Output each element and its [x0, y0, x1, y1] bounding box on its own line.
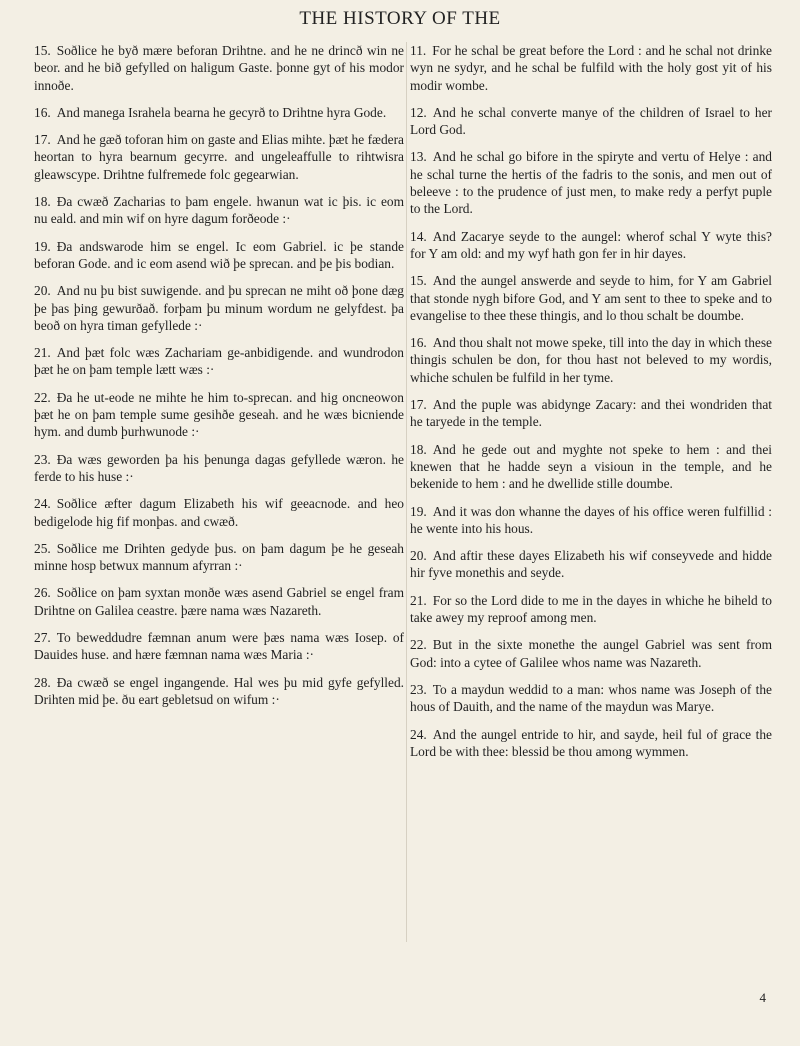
- verse-number: 23.: [34, 451, 51, 467]
- verse-text: For so the Lord dide to me in the dayes in whiche he biheld to take awey my reproof among men.: [410, 592, 772, 626]
- verse-number: 14.: [410, 228, 427, 244]
- verse-text: Ða he ut-eode ne mihte he him to-sprecan. and hig oncneowon þæt he on þam temple sume gesihðe geseah. and he wæs bicniende hym. and dumb þurhwunode :·: [34, 389, 404, 440]
- verse-number: 21.: [410, 592, 427, 608]
- verse-number: 19.: [410, 503, 427, 519]
- verse-text: And he gæð toforan him on gaste and Elias mihte. þæt he fædera heortan to hyra bearnum gecyrre. and ungeleaffulle to rihtwisra gleawscype. Drihtne fulfremede folc gegearwian.: [34, 132, 404, 182]
- column-divider: [406, 42, 407, 942]
- verse-text: But in the sixte monethe the aungel Gabriel was sent from God: into a cytee of Galilee whos name was Nazareth.: [410, 637, 772, 670]
- verse-text: And he schal converte manye of the children of Israel to her Lord God.: [410, 104, 772, 138]
- verse-number: 15.: [34, 43, 51, 58]
- verse: [34, 282, 404, 334]
- verse: [34, 674, 404, 709]
- verse-text: And thou shalt not mowe speke, till into the day in which these thingis schulen be don, for thou hast not beleved to my wordis, whiche schulen be fulfild in her tyme.: [410, 335, 772, 385]
- page-mark: 4: [759, 990, 766, 1005]
- verse: [34, 42, 404, 94]
- verse-text: And þæt folc wæs Zachariam ge-anbidigende. and wundrodon þæt he on þam temple lætt wæs :·: [34, 345, 404, 378]
- verse-number: 12.: [410, 104, 427, 120]
- verse-number: 28.: [34, 674, 51, 690]
- verse-text: Soðlice me Drihten gedyde þus. on þam dagum þe he geseah minne hosp betwux mannum afyrran :·: [34, 540, 404, 574]
- verse: [410, 636, 772, 671]
- verse: [34, 451, 404, 486]
- verse: [410, 396, 772, 431]
- verse-text: And it was don whanne the dayes of his office weren fulfillid : he wente into his hous.: [410, 503, 772, 536]
- verse-text: Soðlice æfter dagum Elizabeth his wif geeacnode. and heo bedigelode hig fif monþas. and cwæð.: [34, 496, 404, 529]
- verse-text: To beweddudre fæmnan anum were þæs nama wæs Iosep. of Dauides huse. and hære fæmnan nama wæs Maria :·: [34, 630, 404, 663]
- verse-text: Soðlice he byð mære beforan Drihtne. and he ne drincð win ne beor. and he bið gefylled on haligum Gaste. þonne gyt of his modor innoðe.: [34, 43, 404, 93]
- verse-text: And the aungel entride to hir, and sayde, heil ful of grace the Lord be with thee: blessid be thou among wymmen.: [410, 726, 772, 759]
- verse-number: 17.: [410, 397, 427, 413]
- verse-number: 15.: [410, 273, 427, 289]
- verse-text: To a maydun weddid to a man: whos name was Joseph of the hous of Dauith, and the name of the maydun was Marye.: [410, 681, 772, 715]
- verse-number: 18.: [410, 441, 427, 457]
- verse-number: 17.: [34, 132, 51, 148]
- verse: [410, 441, 772, 493]
- old-english-column: [34, 42, 404, 718]
- verse-number: 16.: [34, 104, 51, 120]
- verse-text: For he schal be great before the Lord : and he schal not drinke wyn ne sydyr, and he schal be fulfild with the holy gost yit of his modir wombe.: [410, 43, 772, 93]
- verse: [410, 726, 772, 761]
- verse: [34, 131, 404, 183]
- verse: [410, 42, 772, 94]
- verse: [410, 592, 772, 627]
- verse-text: Ða cwæð se engel ingangende. Hal wes þu mid gyfe gefylled. Drihten mid þe. ðu eart gebletsud on wifum :·: [34, 674, 404, 707]
- verse-number: 24.: [34, 496, 51, 512]
- verse-number: 21.: [34, 345, 51, 361]
- verse-number: 20.: [34, 283, 51, 299]
- verse-text: And manega Israhela bearna he gecyrð to Drihtne hyra Gode.: [56, 104, 387, 120]
- verse-text: And aftir these dayes Elizabeth his wif conseyvede and hidde hir fyve monethis and seyde.: [410, 548, 772, 581]
- verse: [410, 547, 772, 582]
- middle-english-column: [410, 42, 772, 770]
- verse-text: And he gede out and myghte not speke to hem : and thei knewen that he hadde seyn a visioun in the temple, and he bekenide to hem : and he dwellide stille doumbe.: [410, 441, 772, 492]
- verse-text: And Zacarye seyde to the aungel: wherof schal Y wyte this? for Y am old: and my wyf hath gon fer in hir dayes.: [410, 228, 772, 261]
- verse: [34, 629, 404, 664]
- verse-text: Ða andswarode him se engel. Ic eom Gabriel. ic þe stande beforan Gode. and ic eom asend wið þe sprecan. and þe þis bodian.: [34, 238, 404, 271]
- verse-number: 20.: [410, 548, 427, 564]
- verse: [410, 334, 772, 386]
- verse: [410, 503, 772, 538]
- verse-text: And the aungel answerde and seyde to him, for Y am Gabriel that stonde nygh bifore God, and Y am sent to thee to speke and to evangelise to thee these thingis, and lo thou schalt be doumbe.: [410, 273, 772, 323]
- verse-number: 18.: [34, 194, 51, 210]
- verse: [34, 389, 404, 441]
- verse: [34, 540, 404, 575]
- verse-number: 22.: [410, 637, 427, 653]
- verse-number: 23.: [410, 681, 427, 697]
- verse: [34, 344, 404, 379]
- verse-number: 25.: [34, 540, 51, 556]
- verse-number: 26.: [34, 585, 51, 601]
- verse: [410, 228, 772, 263]
- page-header: THE HISTORY OF THE: [299, 8, 501, 29]
- verse-text: Ða cwæð Zacharias to þam engele. hwanun wat ic þis. ic eom nu eald. and min wif on hyre dagum forðeode :·: [34, 194, 404, 227]
- verse-text: And the puple was abidynge Zacary: and thei wondriden that he taryede in the temple.: [410, 397, 772, 430]
- verse-number: 19.: [34, 238, 51, 254]
- verse: [410, 272, 772, 324]
- verse-text: And he schal go bifore in the spiryte and vertu of Helye : and he schal turne the hertis of the fadris to the sonis, and men out of beleeve : to the prudence of just men, to make redy a perfyt puple to the Lord.: [410, 149, 772, 217]
- verse-number: 11.: [410, 43, 427, 58]
- verse: [34, 104, 404, 121]
- verse: [34, 584, 404, 619]
- verse-number: 24.: [410, 726, 427, 742]
- verse: [34, 193, 404, 228]
- verse-number: 13.: [410, 149, 427, 165]
- verse: [410, 681, 772, 716]
- verse-number: 22.: [34, 389, 51, 405]
- verse: [410, 148, 772, 217]
- verse-text: Ða wæs geworden þa his þenunga dagas gefyllede wæron. he ferde to his huse :·: [34, 451, 404, 484]
- verse-number: 27.: [34, 630, 51, 646]
- verse: [34, 495, 404, 530]
- verse: [34, 238, 404, 273]
- verse-text: Soðlice on þam syxtan monðe wæs asend Gabriel se engel fram Drihtne on Galilea ceastre. þære nama wæs Nazareth.: [34, 585, 404, 618]
- verse-text: And nu þu bist suwigende. and þu sprecan ne miht oð þone dæg þe þas þing gewurðað. forþam þu minum wordum ne gelyfdest. þa beoð on hyra timan gefyllede :·: [34, 283, 404, 333]
- verse-number: 16.: [410, 335, 427, 351]
- verse: [410, 104, 772, 139]
